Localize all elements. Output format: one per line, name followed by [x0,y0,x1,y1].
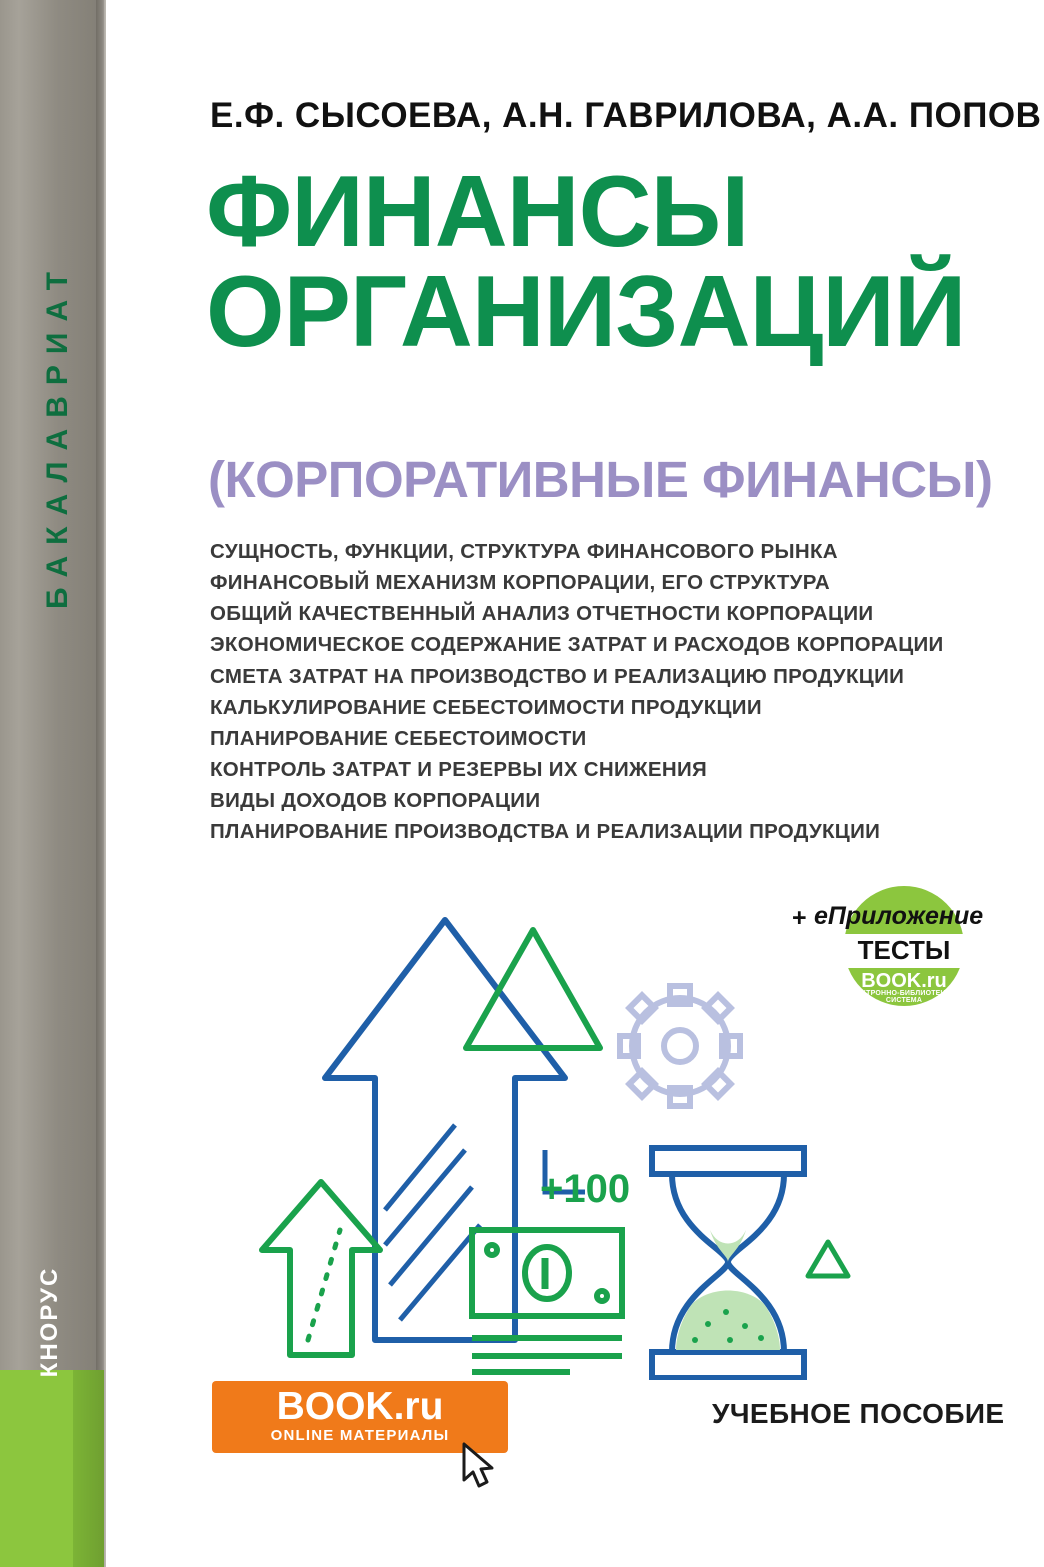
triangle-icon [466,930,600,1048]
list-item: ПЛАНИРОВАНИЕ СЕБЕСТОИМОСТИ [210,726,587,750]
bookru-sublabel: ONLINE МАТЕРИАЛЫ [270,1427,450,1444]
up-arrow-icon [325,920,565,1340]
hourglass-icon [652,1148,804,1378]
mouse-cursor-icon [462,1442,496,1490]
eapp-tests-label: ТЕСТЫ [840,934,968,968]
publisher-name: КНОРУС [36,1266,63,1378]
dotted-accent [308,1230,340,1340]
subtitle: (КОРПОРАТИВНЫЕ ФИНАНСЫ) [208,451,993,508]
eapp-fine-print: ЭЛЕКТРОННО-БИБЛИОТЕЧНАЯ СИСТЕМА [846,990,962,1004]
title-line-2: ОРГАНИЗАЦИЙ [206,255,966,368]
cover-illustration [240,900,880,1380]
list-item: СУЩНОСТЬ, ФУНКЦИИ, СТРУКТУРА ФИНАНСОВОГО РЫНКА [210,540,838,563]
list-item: ОБЩИЙ КАЧЕСТВЕННЫЙ АНАЛИЗ ОТЧЕТНОСТИ КОРПОРАЦИИ [210,602,874,626]
spine-green-block-shadow [73,1370,104,1567]
list-item: СМЕТА ЗАТРАТ НА ПРОИЗВОДСТВО И РЕАЛИЗАЦИЮ ПРОДУКЦИИ [210,664,905,688]
list-item: КОНТРОЛЬ ЗАТРАТ И РЕЗЕРВЫ ИХ СНИЖЕНИЯ [210,758,708,782]
small-triangle-icon [808,1242,848,1276]
page-title [206,156,1016,368]
list-item: ПЛАНИРОВАНИЕ ПРОИЗВОДСТВА И РЕАЛИЗАЦИИ ПРОДУКЦИИ [210,820,881,844]
bookru-label: BOOK.ru [276,1385,444,1428]
gear-icon [620,986,740,1106]
small-up-arrow-icon [262,1182,380,1355]
title-line-1: ФИНАНСЫ [206,156,749,268]
eapp-label: еПриложение [814,902,984,930]
list-item: КАЛЬКУЛИРОВАНИЕ СЕБЕСТОИМОСТИ ПРОДУКЦИИ [210,695,762,719]
topics-list [210,536,1000,848]
list-item: ФИНАНСОВЫЙ МЕХАНИЗМ КОРПОРАЦИИ, ЕГО СТРУКТУРА [210,571,831,595]
series-label: БАКАЛАВРИАТ [41,261,74,609]
manual-type-label: УЧЕБНОЕ ПОСОБИЕ [712,1398,1005,1429]
eapp-plus-sign: + [792,904,807,932]
eapp-bookru-label: BOOK.ru [861,970,947,992]
list-item: ЭКОНОМИЧЕСКОЕ СОДЕРЖАНИЕ ЗАТРАТ И РАСХОДОВ КОРПОРАЦИИ [210,633,944,657]
money-value-label: +100 [540,1167,631,1211]
list-item: ВИДЫ ДОХОДОВ КОРПОРАЦИИ [210,789,541,813]
spine-edge-shadow [96,0,106,1567]
banknote-icon [472,1230,622,1372]
authors-line: Е.Ф. СЫСОЕВА, А.Н. ГАВРИЛОВА, А.А. ПОПОВ [210,96,1042,135]
